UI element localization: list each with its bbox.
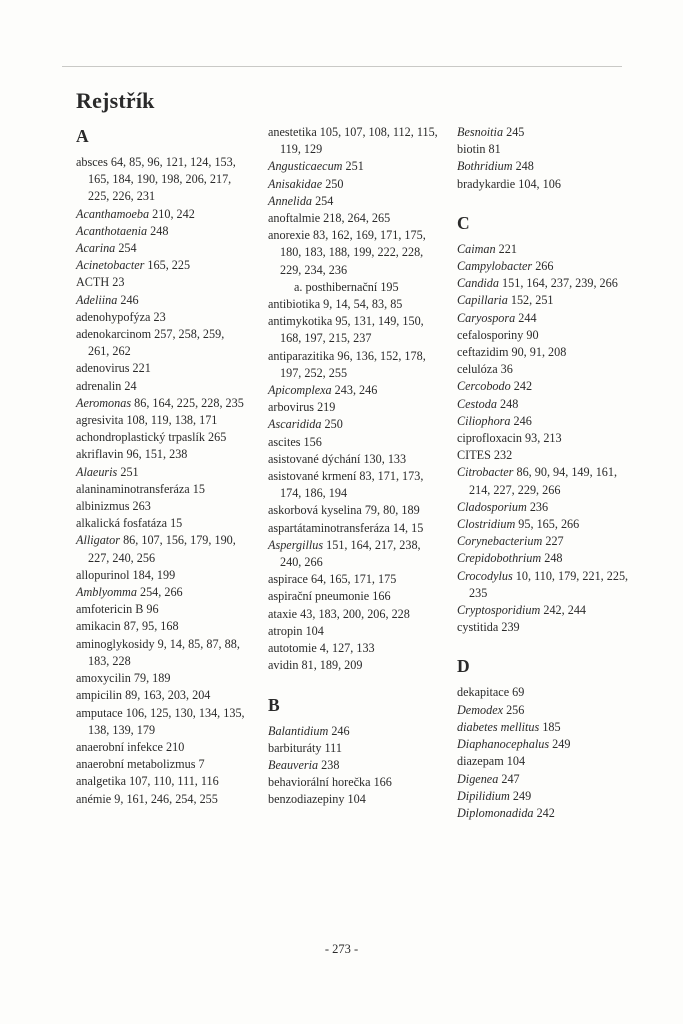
index-pages: 95, 165, 266 [518, 517, 580, 532]
index-term: ciprofloxacin [457, 431, 522, 446]
index-pages: 107, 110, 111, 116 [129, 774, 219, 789]
index-term: dekapitace [457, 685, 510, 700]
index-pages: 166 [373, 775, 392, 790]
index-term: ataxie [268, 606, 298, 621]
index-pages: 4, 127, 133 [319, 641, 375, 656]
index-pages: 93, 213 [525, 431, 562, 446]
index-term: benzodiazepiny [268, 792, 345, 807]
index-term: Cercobodo [457, 379, 511, 394]
index-pages: 242 [513, 379, 533, 394]
index-term: Ciliophora [457, 413, 511, 428]
index-column-1 [76, 124, 248, 808]
index-pages: 249 [552, 737, 571, 752]
index-entry [457, 602, 629, 619]
index-term: anaerobní infekce [76, 739, 163, 754]
index-pages: 36 [500, 362, 513, 377]
index-term: atropin [268, 623, 303, 638]
index-entry [268, 468, 440, 502]
index-entry [76, 773, 248, 790]
index-term: anémie [76, 791, 112, 806]
index-pages: 104 [506, 754, 526, 769]
index-pages: 87, 95, 168 [123, 619, 179, 634]
index-term: Aeromonas [76, 395, 132, 410]
index-term: amoxycilin [76, 671, 131, 686]
index-pages: 239 [501, 620, 520, 635]
index-term: Dipilidium [457, 788, 510, 803]
index-pages: 9, 14, 54, 83, 85 [323, 297, 403, 312]
index-pages: 89, 163, 203, 204 [125, 688, 211, 703]
index-pages: 195 [380, 279, 399, 294]
index-pages: 242 [536, 805, 555, 820]
page-number: - 273 - [324, 942, 359, 956]
index-pages: 210 [166, 739, 185, 754]
index-entry [76, 584, 248, 601]
index-pages: 246 [120, 292, 139, 307]
index-pages: 210, 242 [152, 206, 195, 221]
index-pages: 184, 199 [132, 567, 176, 582]
index-term: albinizmus [76, 499, 130, 514]
index-entry [268, 227, 440, 279]
index-pages: 257, 258, 259, 261, 262 [88, 327, 225, 359]
index-pages: 104 [305, 623, 324, 638]
index-entry [268, 451, 440, 468]
index-entry [457, 361, 629, 378]
index-entry [457, 258, 629, 275]
index-term: analgetika [76, 774, 127, 789]
index-entry [268, 399, 440, 416]
index-term: Corynebacterium [457, 534, 543, 549]
index-entry [76, 429, 248, 446]
index-term: Balantidium [268, 723, 329, 738]
index-pages: 9, 14, 85, 87, 88, 183, 228 [88, 636, 240, 668]
index-entry [268, 757, 440, 774]
index-term: absces [76, 155, 108, 169]
index-pages: 96, 151, 238 [126, 447, 188, 462]
index-term: asistované dýchání [268, 451, 361, 466]
index-entry [76, 206, 248, 223]
index-term: Cryptosporidium [457, 603, 541, 618]
index-pages: 246 [513, 413, 532, 428]
index-entry [268, 791, 440, 808]
index-pages: 106, 125, 130, 134, 135, 138, 139, 179 [88, 705, 245, 737]
index-term: cefalosporiny [457, 327, 524, 342]
index-term: Capillaria [457, 293, 508, 308]
index-pages: 219 [317, 400, 336, 415]
index-term: adenokarcinom [76, 327, 152, 342]
index-pages: 250 [324, 417, 343, 432]
index-term: aminoglykosidy [76, 636, 155, 651]
index-term: Acanthotaenia [76, 223, 148, 238]
index-entry [457, 736, 629, 753]
index-entry [457, 568, 629, 602]
index-term: Alligator [76, 533, 121, 548]
index-entry [76, 446, 248, 463]
index-term: Beauveria [268, 757, 319, 772]
index-term: Bothridium [457, 159, 513, 174]
index-term: amputace [76, 705, 123, 720]
index-entry [268, 640, 440, 657]
index-term: akriflavin [76, 447, 124, 462]
index-entry [457, 413, 629, 430]
index-pages: 165, 225 [147, 258, 191, 273]
index-pages: 254, 266 [139, 585, 183, 600]
index-entry [268, 740, 440, 757]
index-term: barbituráty [268, 740, 322, 755]
index-pages: 90, 91, 208 [511, 345, 567, 360]
index-term: allopurinol [76, 567, 130, 582]
index-term: Besnoitia [457, 125, 504, 139]
index-pages: 79, 189 [133, 671, 171, 686]
index-pages: 83, 171, 173, 174, 186, 194 [280, 469, 424, 501]
index-pages: 248 [515, 159, 534, 174]
index-pages: 14, 15 [392, 520, 424, 535]
index-entry [268, 657, 440, 674]
index-term: Aspergillus [268, 537, 324, 552]
index-term: Candida [457, 276, 499, 291]
index-entry [457, 176, 629, 193]
index-entry [76, 395, 248, 412]
index-pages: 7 [198, 757, 205, 772]
index-pages: 236 [529, 499, 549, 514]
index-entry [76, 618, 248, 635]
index-pages: 64, 85, 96, 121, 124, 153, 165, 184, 190, 198, 206, 217, 225, 226, 231 [88, 155, 236, 204]
index-entry [457, 396, 629, 413]
index-pages: 166 [372, 589, 391, 604]
index-pages: 79, 80, 189 [364, 503, 420, 518]
index-pages: 151, 164, 217, 238, 240, 266 [280, 537, 421, 570]
index-entry [268, 723, 440, 740]
index-pages: 86, 164, 225, 228, 235 [134, 395, 244, 410]
index-entry [268, 348, 440, 382]
index-pages: 256 [506, 702, 525, 717]
index-entry [457, 378, 629, 395]
index-pages: 96, 136, 152, 178, 197, 252, 255 [280, 348, 426, 380]
index-term: arbovirus [268, 400, 315, 415]
index-pages: 221 [132, 361, 151, 376]
index-entry [268, 279, 440, 296]
index-pages: 95, 131, 149, 150, 168, 197, 215, 237 [280, 314, 424, 346]
index-pages: 265 [208, 430, 227, 445]
index-pages: 105, 107, 108, 112, 115, 119, 129 [280, 125, 438, 157]
index-entry [76, 567, 248, 584]
index-pages: 266 [535, 259, 554, 274]
index-entry [268, 193, 440, 210]
index-pages: 251 [345, 159, 364, 174]
index-term: alkalická fosfatáza [76, 516, 168, 531]
index-term: Acinetobacter [76, 258, 145, 273]
index-entry [457, 719, 629, 736]
index-entry [457, 124, 629, 141]
index-entry [76, 257, 248, 274]
index-term: Cladosporium [457, 499, 527, 514]
index-pages: 104, 106 [518, 176, 561, 191]
section-gap [457, 636, 629, 654]
index-term: Campylobacter [457, 259, 533, 274]
index-pages: 81, 189, 209 [301, 658, 363, 673]
index-entry [76, 515, 248, 532]
index-term: anorexie [268, 228, 310, 243]
index-pages: 245 [506, 125, 525, 139]
index-entry [457, 516, 629, 533]
index-entry [268, 606, 440, 623]
index-entry [76, 791, 248, 808]
index-term: antibiotika [268, 297, 321, 312]
page-title: Rejstřík [76, 88, 155, 113]
index-term: anoftalmie [268, 211, 321, 226]
index-entry [457, 158, 629, 175]
index-entry [457, 788, 629, 805]
index-entry [76, 498, 248, 515]
index-pages: 263 [132, 499, 151, 514]
index-entry [76, 705, 248, 739]
index-pages: 15 [192, 481, 205, 496]
index-entry [268, 210, 440, 227]
index-pages: 43, 183, 200, 206, 228 [300, 606, 410, 621]
index-entry [268, 313, 440, 347]
index-pages: 185 [542, 719, 561, 734]
index-pages: 96 [146, 602, 159, 617]
index-term: Diplomonadida [457, 805, 534, 820]
index-entry [268, 434, 440, 451]
index-term: ACTH [76, 275, 110, 290]
index-pages: 130, 133 [363, 451, 407, 466]
index-pages: 248 [150, 223, 169, 238]
index-pages: 242, 244 [543, 603, 586, 618]
section-letter: B [268, 694, 280, 715]
section-gap [268, 675, 440, 693]
index-pages: 23 [112, 275, 125, 290]
section-gap [457, 193, 629, 211]
index-column-2 [268, 124, 440, 809]
index-term: diabetes mellitus [457, 719, 540, 734]
index-term: agresivita [76, 413, 124, 428]
index-term: Acarina [76, 241, 116, 256]
index-pages: 218, 264, 265 [323, 211, 391, 226]
index-pages: 151, 164, 237, 239, 266 [502, 276, 618, 291]
index-term: celulóza [457, 362, 498, 377]
index-term: bradykardie [457, 176, 516, 191]
index-term: Apicomplexa [268, 383, 332, 398]
index-entry [76, 601, 248, 618]
index-term: alaninaminotransferáza [76, 481, 190, 496]
index-pages: 250 [325, 176, 344, 191]
index-entry [268, 502, 440, 519]
index-entry [457, 447, 629, 464]
index-pages: 248 [500, 396, 519, 411]
index-column-3 [457, 124, 629, 822]
section-letter: C [457, 212, 470, 233]
index-entry [457, 771, 629, 788]
index-pages: 10, 110, 179, 221, 225, 235 [469, 568, 629, 600]
index-term: Diaphanocephalus [457, 737, 550, 752]
index-entry [76, 326, 248, 360]
index-entry [457, 430, 629, 447]
index-pages: 247 [501, 771, 520, 786]
index-term: Caiman [457, 241, 496, 256]
index-pages: 248 [544, 551, 563, 566]
index-term: aspirace [268, 572, 308, 587]
index-term: autotomie [268, 641, 317, 656]
index-term: achondroplastický trpaslík [76, 430, 205, 445]
index-term: Annelida [268, 193, 313, 208]
index-entry [268, 537, 440, 571]
index-entry [457, 753, 629, 770]
index-term: Cestoda [457, 396, 497, 411]
index-term: CITES [457, 448, 491, 463]
index-pages: 69 [512, 685, 525, 700]
index-entry [268, 774, 440, 791]
index-entry [457, 702, 629, 719]
index-entry [76, 464, 248, 481]
index-pages: 9, 161, 246, 254, 255 [114, 791, 218, 806]
index-pages: 249 [512, 788, 532, 803]
index-pages: 86, 107, 156, 179, 190, 227, 240, 256 [88, 533, 236, 565]
index-term: Angusticaecum [268, 159, 343, 174]
index-term: Citrobacter [457, 465, 514, 480]
index-entry [457, 805, 629, 822]
index-pages: 238 [321, 757, 340, 772]
index-entry [76, 309, 248, 326]
index-term: biotin [457, 142, 486, 157]
index-entry [268, 571, 440, 588]
index-entry [76, 636, 248, 670]
index-pages: 81 [488, 142, 501, 157]
index-term: amikacin [76, 619, 121, 634]
index-entry [457, 464, 629, 498]
index-entry [76, 532, 248, 566]
index-term: Digenea [457, 771, 499, 786]
index-term: antiparazitika [268, 348, 335, 363]
index-entry [457, 141, 629, 158]
index-entry [76, 360, 248, 377]
index-entry [76, 687, 248, 704]
index-pages: 232 [493, 448, 513, 463]
index-term: Adeliina [76, 292, 118, 307]
index-entry [76, 739, 248, 756]
header-rule [62, 66, 622, 67]
index-entry [76, 481, 248, 498]
index-term: Acanthamoeba [76, 206, 150, 221]
index-entry [457, 684, 629, 701]
index-entry [76, 378, 248, 395]
section-letter: D [457, 656, 470, 677]
index-entry [76, 154, 248, 206]
index-pages: 64, 165, 171, 175 [310, 572, 397, 587]
index-entry [76, 756, 248, 773]
index-term: anestetika [268, 125, 317, 139]
index-term: diazepam [457, 754, 504, 769]
index-entry [76, 274, 248, 291]
index-term: asistované krmení [268, 469, 357, 484]
index-entry [457, 533, 629, 550]
index-entry [457, 619, 629, 636]
index-entry [457, 499, 629, 516]
index-pages: 246 [331, 723, 350, 738]
index-pages: 24 [124, 378, 137, 393]
index-pages: 86, 90, 94, 149, 161, 214, 227, 229, 266 [469, 465, 618, 497]
index-pages: 254 [315, 193, 334, 208]
index-entry [268, 296, 440, 313]
index-term: Alaeuris [76, 464, 118, 479]
index-entry [76, 412, 248, 429]
index-term: ceftazidim [457, 345, 509, 360]
index-term: a. posthibernační [294, 279, 378, 294]
index-term: Ascaridida [268, 417, 322, 432]
index-pages: 23 [153, 309, 166, 324]
index-entry [457, 310, 629, 327]
index-entry [457, 275, 629, 292]
index-term: antimykotika [268, 314, 333, 329]
index-term: amfotericin B [76, 602, 144, 617]
index-entry [457, 550, 629, 567]
index-pages: 251 [120, 464, 139, 479]
index-pages: 221 [498, 241, 517, 256]
index-term: ascites [268, 434, 301, 449]
index-term: adrenalin [76, 378, 122, 393]
index-pages: 111 [324, 740, 342, 755]
index-term: Demodex [457, 702, 504, 717]
index-pages: 244 [518, 310, 537, 325]
index-term: askorbová kyselina [268, 503, 362, 518]
index-pages: 83, 162, 169, 171, 175, 180, 183, 188, 199, 222, 228, 229, 234, 236 [280, 228, 426, 277]
index-term: ampicilin [76, 688, 123, 703]
index-term: cystitida [457, 620, 499, 635]
index-term: Amblyomma [76, 585, 137, 600]
index-pages: 152, 251 [510, 293, 554, 308]
index-entry [268, 623, 440, 640]
index-pages: 243, 246 [334, 383, 378, 398]
index-term: avidin [268, 658, 299, 673]
index-pages: 254 [118, 241, 137, 256]
index-term: aspirační pneumonie [268, 589, 370, 604]
index-term: behaviorální horečka [268, 775, 371, 790]
index-entry [268, 158, 440, 175]
index-term: adenovirus [76, 361, 130, 376]
index-pages: 156 [303, 434, 322, 449]
index-term: Clostridium [457, 517, 516, 532]
index-entry [268, 176, 440, 193]
index-pages: 15 [170, 516, 183, 531]
index-entry [76, 240, 248, 257]
index-entry [457, 241, 629, 258]
index-term: Crepidobothrium [457, 551, 542, 566]
index-entry [457, 344, 629, 361]
index-entry [76, 670, 248, 687]
index-entry [457, 327, 629, 344]
index-pages: 227 [545, 534, 564, 549]
index-entry [268, 588, 440, 605]
index-term: Anisakidae [268, 176, 323, 191]
index-term: Caryospora [457, 310, 516, 325]
index-term: aspartátaminotransferáza [268, 520, 390, 535]
index-term: Crocodylus [457, 568, 513, 583]
index-pages: 104 [347, 792, 366, 807]
index-entry [457, 292, 629, 309]
index-pages: 90 [526, 327, 539, 342]
index-entry [268, 520, 440, 537]
index-entry [76, 223, 248, 240]
section-letter: A [76, 126, 89, 146]
index-pages: 108, 119, 138, 171 [126, 413, 218, 428]
index-entry [268, 382, 440, 399]
index-term: anaerobní metabolizmus [76, 757, 196, 772]
index-term: adenohypofýza [76, 309, 151, 324]
index-entry [268, 124, 440, 158]
index-entry [268, 416, 440, 433]
index-entry [76, 292, 248, 309]
